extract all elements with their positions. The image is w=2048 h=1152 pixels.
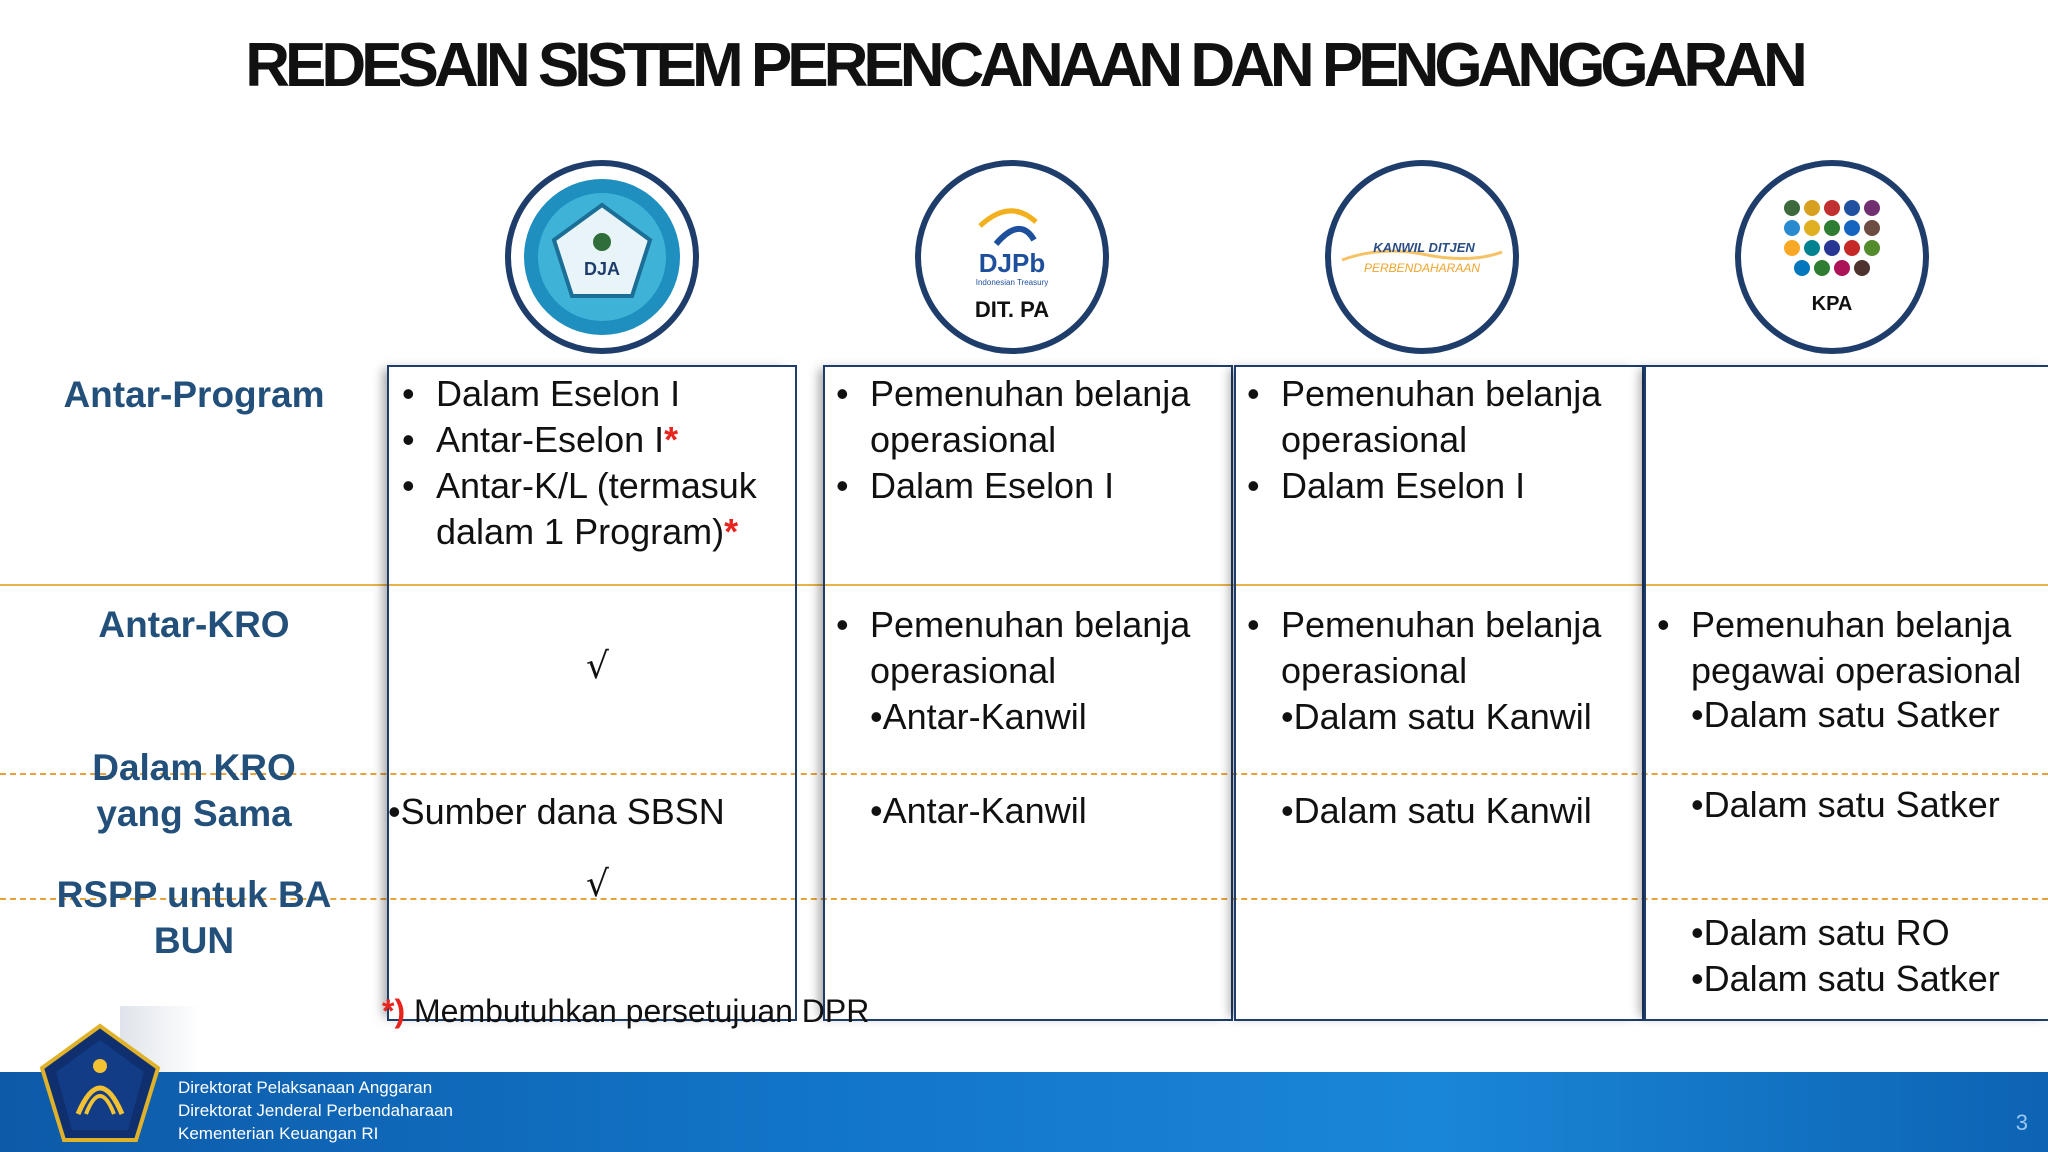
kanwil-logo-subtext: PERBENDAHARAAN xyxy=(1363,261,1481,275)
list-item: • Antar-Eselon I* xyxy=(402,419,679,460)
kanwil-logo-text: KANWIL DITJEN xyxy=(1373,240,1475,255)
page-number: 3 xyxy=(2015,1110,2028,1135)
list-item: • Pemenuhan belanja operasional xyxy=(836,604,1191,691)
row-label-dalam-kro: Dalam KRO yang Sama xyxy=(92,747,296,834)
list-item: • Pemenuhan belanja pegawai operasional xyxy=(1657,604,2022,691)
check-mark-icon: √ xyxy=(586,864,609,905)
dja-logo-icon xyxy=(500,160,704,354)
cell-dja-program xyxy=(402,371,802,555)
cell-ditpa-sama: •Antar-Kanwil xyxy=(870,790,1087,831)
dja-logo-text: DJA xyxy=(583,259,621,279)
row-label-antar-kro: Antar-KRO xyxy=(98,604,290,645)
footnote-mark: *) xyxy=(382,993,406,1029)
asterisk-mark: * xyxy=(664,419,679,460)
footer-text: Direktorat Pelaksanaan Anggaran Direktorat Jenderal Perbendaharaan Kementerian Keuangan RI xyxy=(178,1078,454,1143)
cell-dja-sama: •Sumber dana SBSN xyxy=(388,791,725,832)
ministry-emblem-icon xyxy=(38,1022,162,1146)
list-item: • Pemenuhan belanja operasional xyxy=(836,373,1191,460)
list-item: • Dalam Eselon I xyxy=(836,465,1115,506)
asterisk-mark: * xyxy=(724,511,739,552)
list-item: • Dalam Eselon I xyxy=(402,373,681,414)
check-mark-icon: √ xyxy=(586,646,609,687)
list-item: • Pemenuhan belanja operasional xyxy=(1247,373,1602,460)
page-title: REDESAIN SISTEM PERENCANAAN DAN PENGANGGARAN xyxy=(245,31,1803,100)
djpb-logo-icon xyxy=(910,160,1114,354)
kpa-logo-icon xyxy=(1730,160,1934,354)
list-item: • Dalam Eselon I xyxy=(1247,465,1526,506)
row-label-antar-program: Antar-Program xyxy=(63,374,325,415)
djpb-logo-subtext: Indonesian Treasury xyxy=(975,278,1049,287)
kpa-logo-caption: KPA xyxy=(1811,293,1853,315)
cell-kanwil-sama: •Dalam satu Kanwil xyxy=(1281,790,1592,831)
cell-kpa-kro: • Pemenuhan belanja pegawai operasional •Dalam satu Satker xyxy=(1657,602,2047,736)
list-item: •Dalam satu Satker xyxy=(1691,958,2000,999)
footnote: *) Membutuhkan persetujuan DPR xyxy=(382,993,870,1029)
list-item: •Dalam satu RO xyxy=(1691,912,1950,953)
list-item: • Antar-K/L (termasuk dalam 1 Program)* xyxy=(402,465,757,552)
cell-ditpa-program xyxy=(836,371,1236,509)
footer-bar xyxy=(0,1072,2048,1152)
cell-kpa-sama: •Dalam satu Satker xyxy=(1691,784,2000,825)
row-label-rspp: RSPP untuk BA BUN xyxy=(56,874,332,961)
cell-ditpa-kro: • Pemenuhan belanja operasional •Antar-Kanwil xyxy=(836,602,1236,740)
djpb-logo-caption: DIT. PA xyxy=(974,297,1050,322)
cell-kpa-rspp xyxy=(1691,910,2000,1002)
kanwil-logo-icon xyxy=(1320,160,1524,354)
cell-kanwil-kro: • Pemenuhan belanja operasional •Dalam satu Kanwil xyxy=(1247,602,1647,740)
list-item: • Pemenuhan belanja operasional xyxy=(1247,604,1602,691)
cell-kanwil-program xyxy=(1247,371,1647,509)
djpb-logo-text: DJPb xyxy=(978,248,1046,278)
